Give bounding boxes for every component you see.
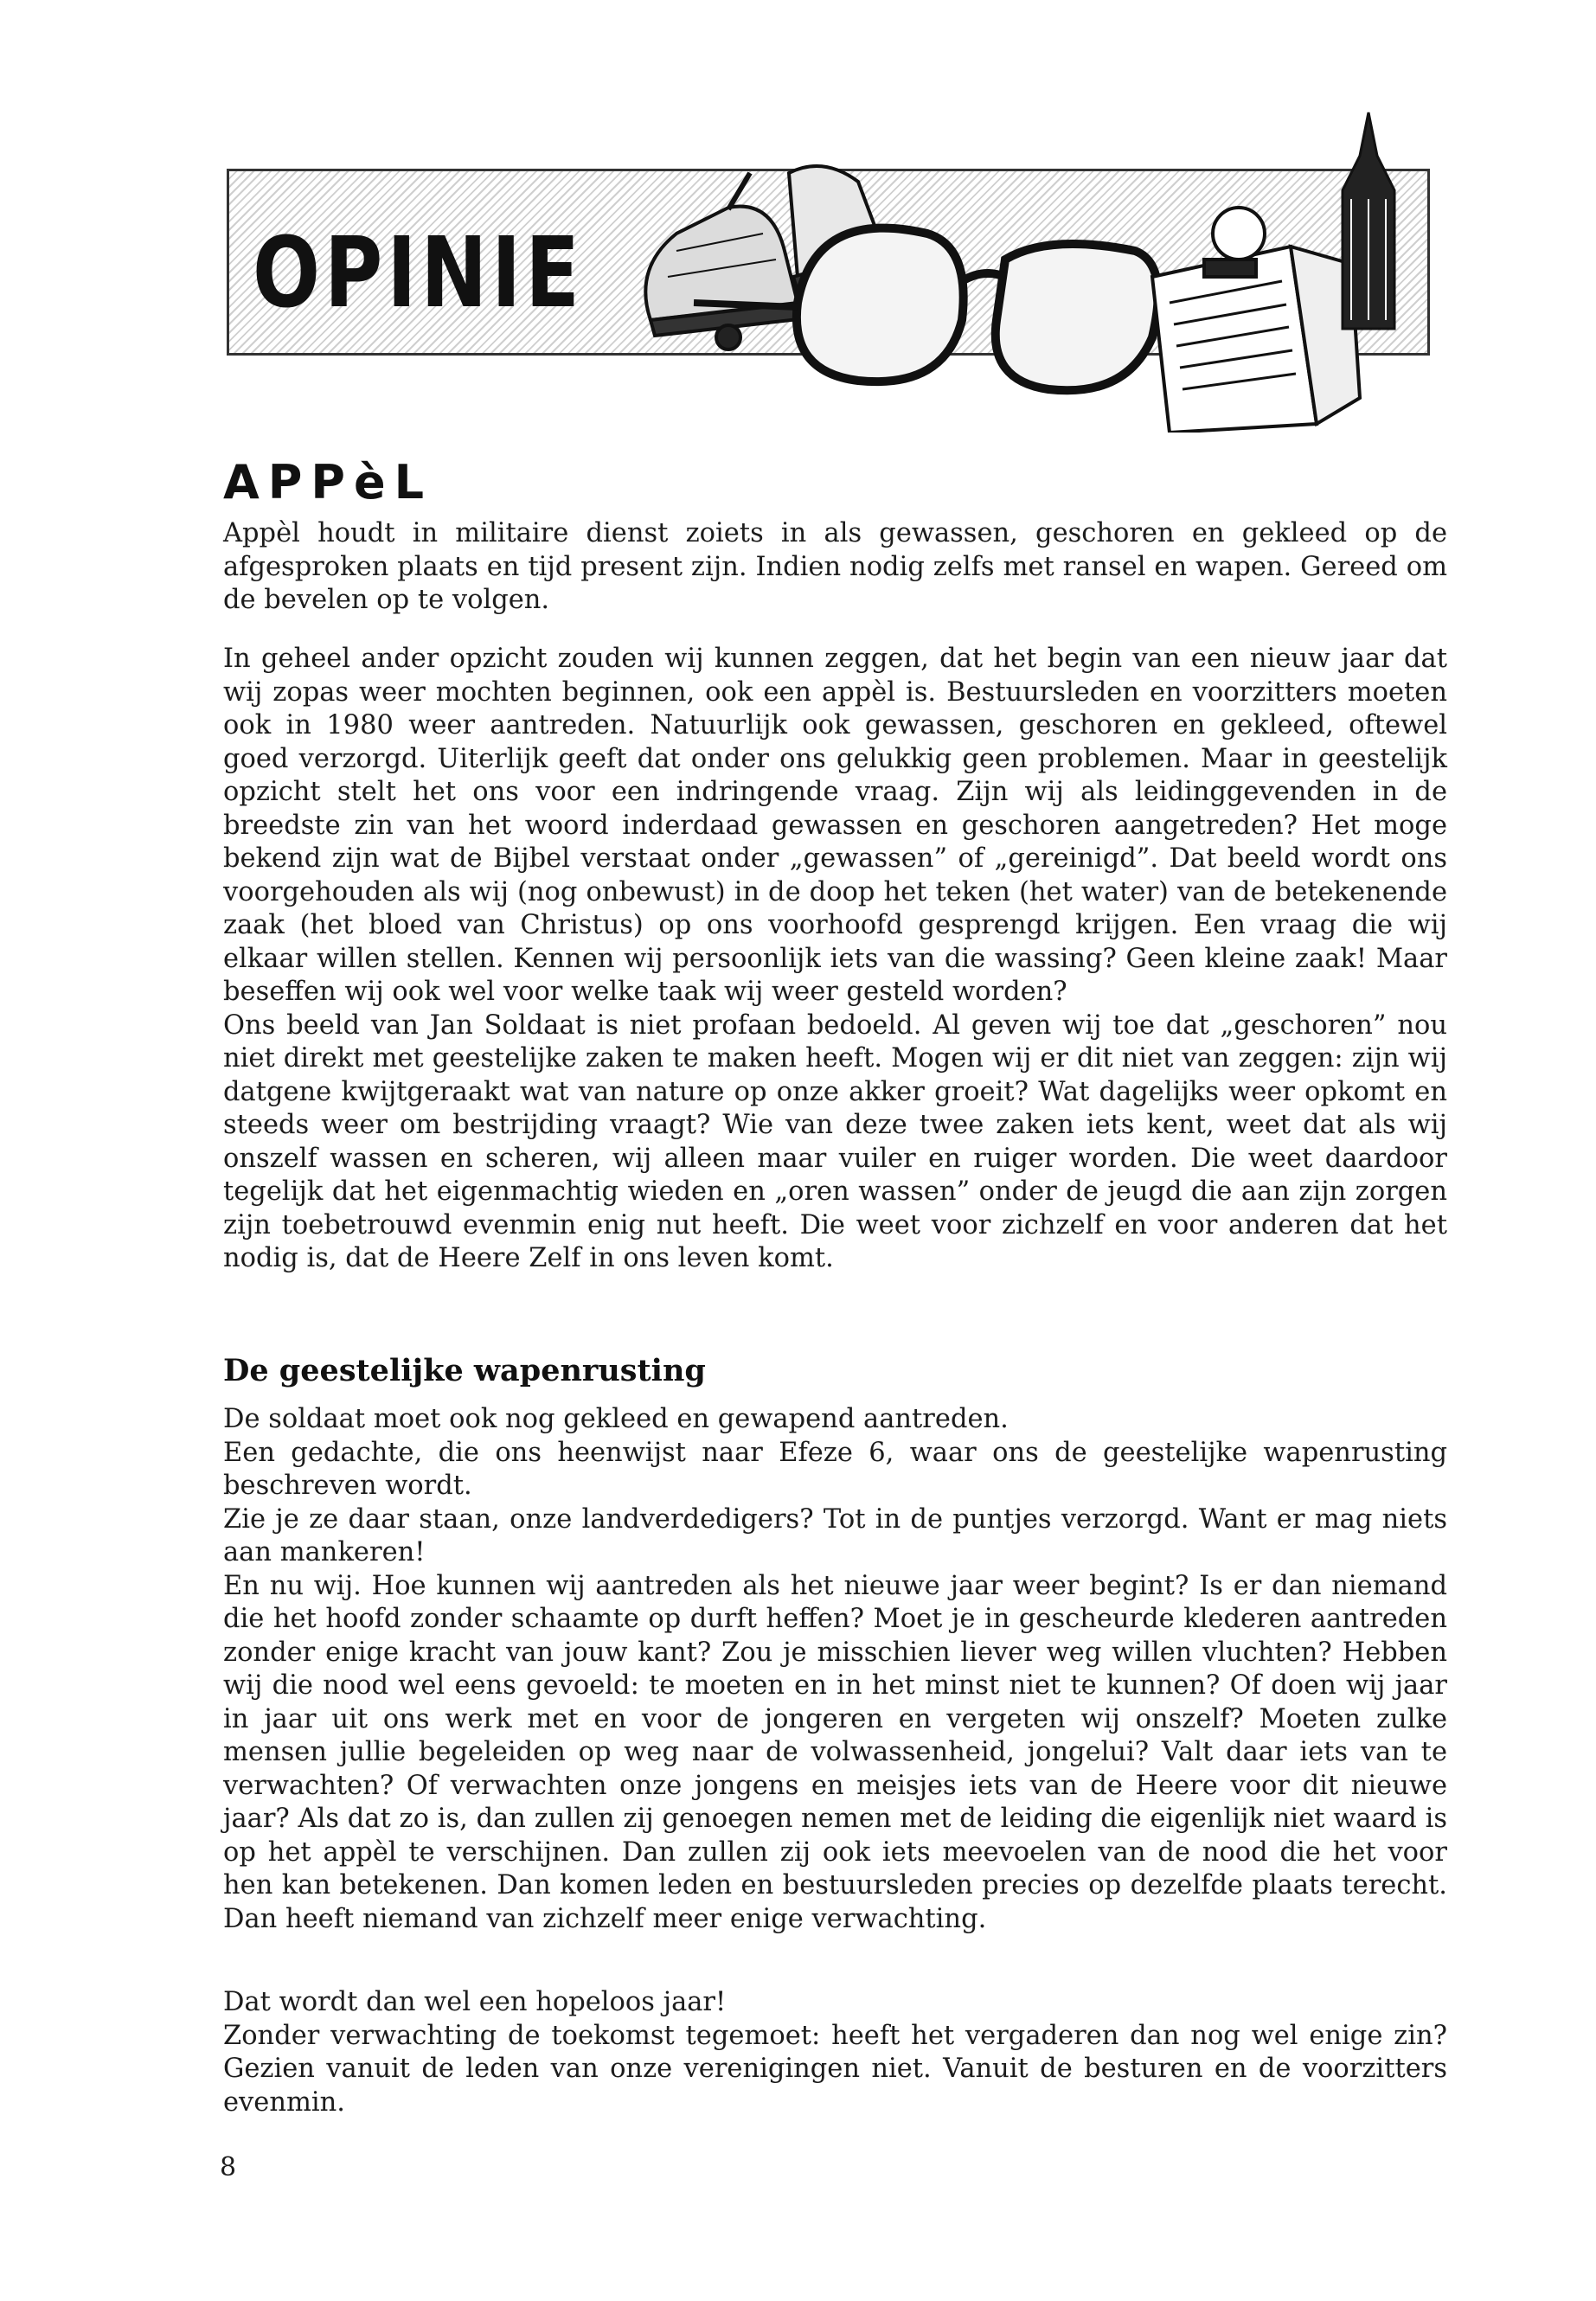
body-paragraph: Zonder verwachting de toekomst tegemoet: heeft het vergaderen dan nog wel enige zin? Gezien vanuit de leden van onze verenigingen niet. Vanuit de besturen en de voorzitters evenmin. — [223, 2020, 1447, 2118]
body-paragraph: Zie je ze daar staan, onze landverdedigers? Tot in de puntjes verzorgd. Want er mag niets aan mankeren! — [223, 1503, 1447, 1567]
body-paragraph: In geheel ander opzicht zouden wij kunnen zeggen, dat het begin van een nieuw jaar dat wij zopas weer mochten beginnen, ook een appèl is. Bestuursleden en voorzitters moeten ook in 1980 weer aantreden. Natuurlijk ook gewassen, geschoren en gekleed, oftewel goed verzorgd. Uiterlijk geeft dat onder ons gelukkig geen problemen. Maar in geestelijk opzicht stelt het ons voor een indringende vraag. Zijn wij als leidinggevenden in de breedste zin van het woord inderdaad gewassen en geschoren aangetreden? Het moge bekend zijn wat de Bijbel verstaat onder „gewassen” of „gereinigd”. Dat beeld wordt ons voorgehouden als wij (nog onbewust) in de doop het teken (het water) van de betekenende zaak (het bloed van Christus) op ons voorhoofd gesprengd krijgen. Een vraag die wij elkaar willen stellen. Kennen wij persoonlijk iets van die wassing? Geen kleine zaak! Maar beseffen wij ook wel voor welke taak wij weer gesteld worden? — [223, 644, 1447, 1007]
intro-paragraph: Appèl houdt in militaire dienst zoiets in als gewassen, geschoren en gekleed op de afgesproken plaats en tijd present zijn. Indien nodig zelfs met ransel en wapen. Gereed om de bevelen op te volgen. — [223, 518, 1447, 615]
tower-icon — [1343, 112, 1394, 329]
banner-illustration — [599, 104, 1429, 433]
section-subheading: De geestelijke wapenrusting — [223, 1353, 706, 1389]
article-title: APPèL — [223, 455, 433, 510]
article-body-part-3 — [223, 1986, 1447, 2119]
body-paragraph: Ons beeld van Jan Soldaat is niet profaan bedoeld. Al geven wij toe dat „geschoren” nou niet direkt met geestelijke zaken te maken heeft. Mogen wij er dit niet van zeggen: zijn wij datgene kwijtgeraakt wat van nature op onze akker groeit? Wat dagelijks weer opkomt en steeds weer om bestrijding vraagt? Wie van deze twee zaken iets kent, weet dat als wij onszelf wassen en scheren, wij alleen maar vuiler en ruiger worden. Die weet daardoor tegelijk dat het eigenmachtig wieden en „oren wassen” onder de jeugd die aan zijn zorgen zijn toebetrouwd evenmin enig nut heeft. Die weet voor zichzelf en voor anderen dat het nodig is, dat de Heere Zelf in ons leven komt. — [223, 1009, 1447, 1273]
body-paragraph: Een gedachte, die ons heenwijst naar Efeze 6, waar ons de geestelijke wapenrusting beschreven wordt. — [223, 1437, 1447, 1501]
article-body-part-2 — [223, 1403, 1447, 1936]
article-body-part-1 — [223, 643, 1447, 1276]
article-intro — [223, 517, 1447, 618]
page-number: 8 — [220, 2152, 237, 2182]
body-paragraph: Dat wordt dan wel een hopeloos jaar! — [223, 1987, 727, 2017]
opinie-banner — [227, 104, 1429, 433]
body-paragraph: En nu wij. Hoe kunnen wij aantreden als het nieuwe jaar weer begint? Is er dan niemand die het hoofd zonder schaamte op durft heffen? Moet je in gescheurde klederen aantreden zonder enige kracht van jouw kant? Zou je misschien liever weg willen vluchten? Hebben wij die nood wel eens gevoeld: te moeten en in het minst niet te kunnen? Of doen wij jaar in jaar uit ons werk met en voor de jongeren en vergeten wij onszelf? Moeten zulke mensen jullie begeleiden op weg naar de volwassenheid, jongelui? Valt daar iets van te verwachten? Of verwachten onze jongens en meisjes iets van de Heere voor dit nieuwe jaar? Als dat zo is, dan zullen zij genoegen nemen met de leiding die eigenlijk niet waard is op het appèl te verschijnen. Dan zullen zij ook iets meevoelen van de nood die het voor hen kan betekenen. Dan komen leden en bestuursleden precies op dezelfde plaats terecht. Dan heeft niemand van zichzelf meer enige verwachting. — [223, 1570, 1447, 1934]
body-paragraph: De soldaat moet ook nog gekleed en gewapend aantreden. — [223, 1404, 1009, 1434]
bell-icon — [645, 173, 806, 349]
newspaper-icon — [1152, 208, 1360, 433]
banner-title: OPINIE — [253, 217, 584, 330]
